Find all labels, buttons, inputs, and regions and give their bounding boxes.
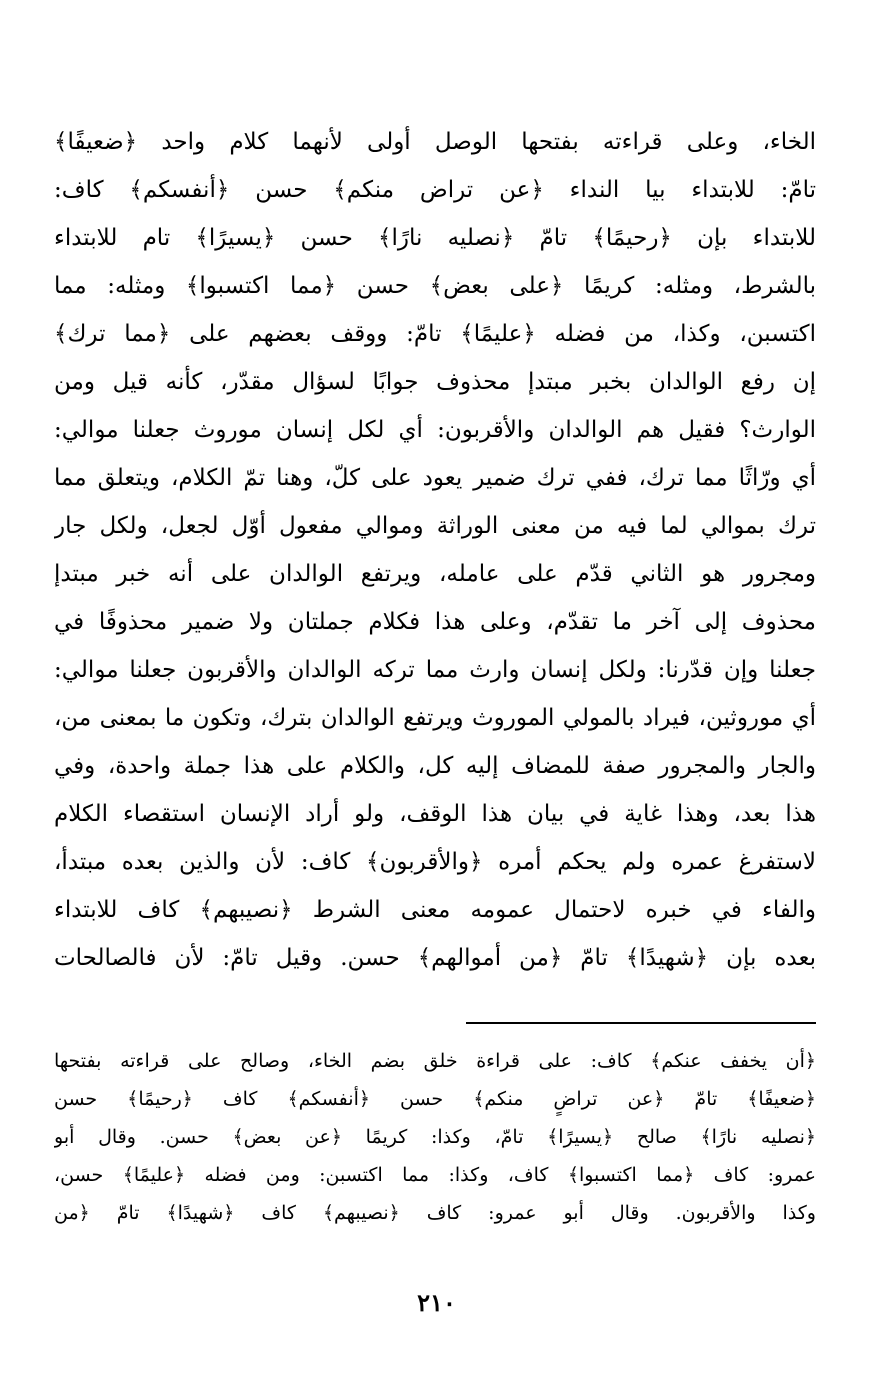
- main-text-line: اكتسبن، وكذا، من فضله ﴿عليمًا﴾ تامّ: ووقف بعضهم على ﴿مما ترك﴾: [54, 321, 816, 347]
- main-text-line: الوارث؟ فقيل هم الوالدان والأقربون: أي لكل إنسان موروث جعلنا موالي:: [54, 417, 816, 443]
- main-text-line: ترك بموالي لما فيه من معنى الوراثة وموالي مفعول أوّل لجعل، ولكل جار: [54, 513, 816, 539]
- footnote-line: عمرو: كاف ﴿مما اكتسبوا﴾ كاف، وكذا: مما اكتسبن: ومن فضله ﴿عليمًا﴾ حسن،: [54, 1164, 816, 1186]
- main-text-line: جعلنا وإن قدّرنا: ولكل إنسان وارث مما تركه الوالدان والأقربون جعلنا موالي:: [54, 657, 816, 683]
- page-number: ٢١٠: [417, 1288, 456, 1317]
- main-text-line: الخاء، وعلى قراءته بفتحها الوصل أولى لأنهما كلام واحد ﴿ضعيفًا﴾: [54, 129, 816, 155]
- main-text-line: لاستفرغ عمره ولم يحكم أمره ﴿والأقربون﴾ كاف: لأن والذين بعده مبتدأ،: [54, 849, 816, 875]
- footnote-line: وكذا والأقربون. وقال أبو عمرو: كاف ﴿نصيبهم﴾ كاف ﴿شهيدًا﴾ تامّ ﴿من: [54, 1202, 816, 1224]
- footnote-line: ﴿أن يخفف عنكم﴾ كاف: على قراءة خلق بضم الخاء، وصالح على قراءته بفتحها: [54, 1050, 816, 1072]
- main-text-line: ومجرور هو الثاني قدّم على عامله، ويرتفع الوالدان على أنه خبر مبتدإ: [54, 561, 816, 587]
- main-text-line: بعده بإن ﴿شهيدًا﴾ تامّ ﴿من أموالهم﴾ حسن. وقيل تامّ: لأن فالصالحات: [54, 945, 816, 971]
- main-text-line: إن رفع الوالدان بخبر مبتدإ محذوف جوابًا لسؤال مقدّر، كأنه قيل ومن: [54, 369, 816, 395]
- main-text-line: أي ورّاثًا مما ترك، ففي ترك ضمير يعود على كلّ، وهنا تمّ الكلام، ويتعلق مما: [54, 465, 816, 491]
- footnotes-block: [54, 1042, 816, 1232]
- main-text-line: أي موروثين، فيراد بالمولي الموروث ويرتفع الوالدان بترك، وتكون ما بمعنى من،: [54, 705, 816, 731]
- main-text-line: والجار والمجرور صفة للمضاف إليه كل، والكلام على هذا جملة واحدة، وفي: [54, 753, 816, 779]
- main-text-line: تامّ: للابتداء بيا النداء ﴿عن تراض منكم﴾ حسن ﴿أنفسكم﴾ كاف:: [54, 177, 816, 203]
- main-text-line: بالشرط، ومثله: كريمًا ﴿على بعض﴾ حسن ﴿مما اكتسبوا﴾ ومثله: مما: [54, 273, 816, 299]
- main-text-block: [54, 118, 816, 982]
- footnote-line: ﴿نصليه نارًا﴾ صالح ﴿يسيرًا﴾ تامّ، وكذا: كريمًا ﴿عن بعض﴾ حسن. وقال أبو: [54, 1126, 816, 1148]
- main-text-line: هذا بعد، وهذا غاية في بيان هذا الوقف، ولو أراد الإنسان استقصاء الكلام: [54, 801, 816, 827]
- main-text-line: والفاء في خبره لاحتمال عمومه معنى الشرط ﴿نصيبهم﴾ كاف للابتداء: [54, 897, 816, 923]
- main-text-line: للابتداء بإن ﴿رحيمًا﴾ تامّ ﴿نصليه نارًا﴾ حسن ﴿يسيرًا﴾ تام للابتداء: [54, 225, 816, 251]
- footnote-line: ﴿ضعيفًا﴾ تامّ ﴿عن تراضٍ منكم﴾ حسن ﴿أنفسكم﴾ كاف ﴿رحيمًا﴾ حسن: [54, 1088, 816, 1110]
- footnote-divider: [466, 1022, 816, 1024]
- main-text-line: محذوف إلى آخر ما تقدّم، وعلى هذا فكلام جملتان ولا ضمير محذوفًا في: [54, 609, 816, 635]
